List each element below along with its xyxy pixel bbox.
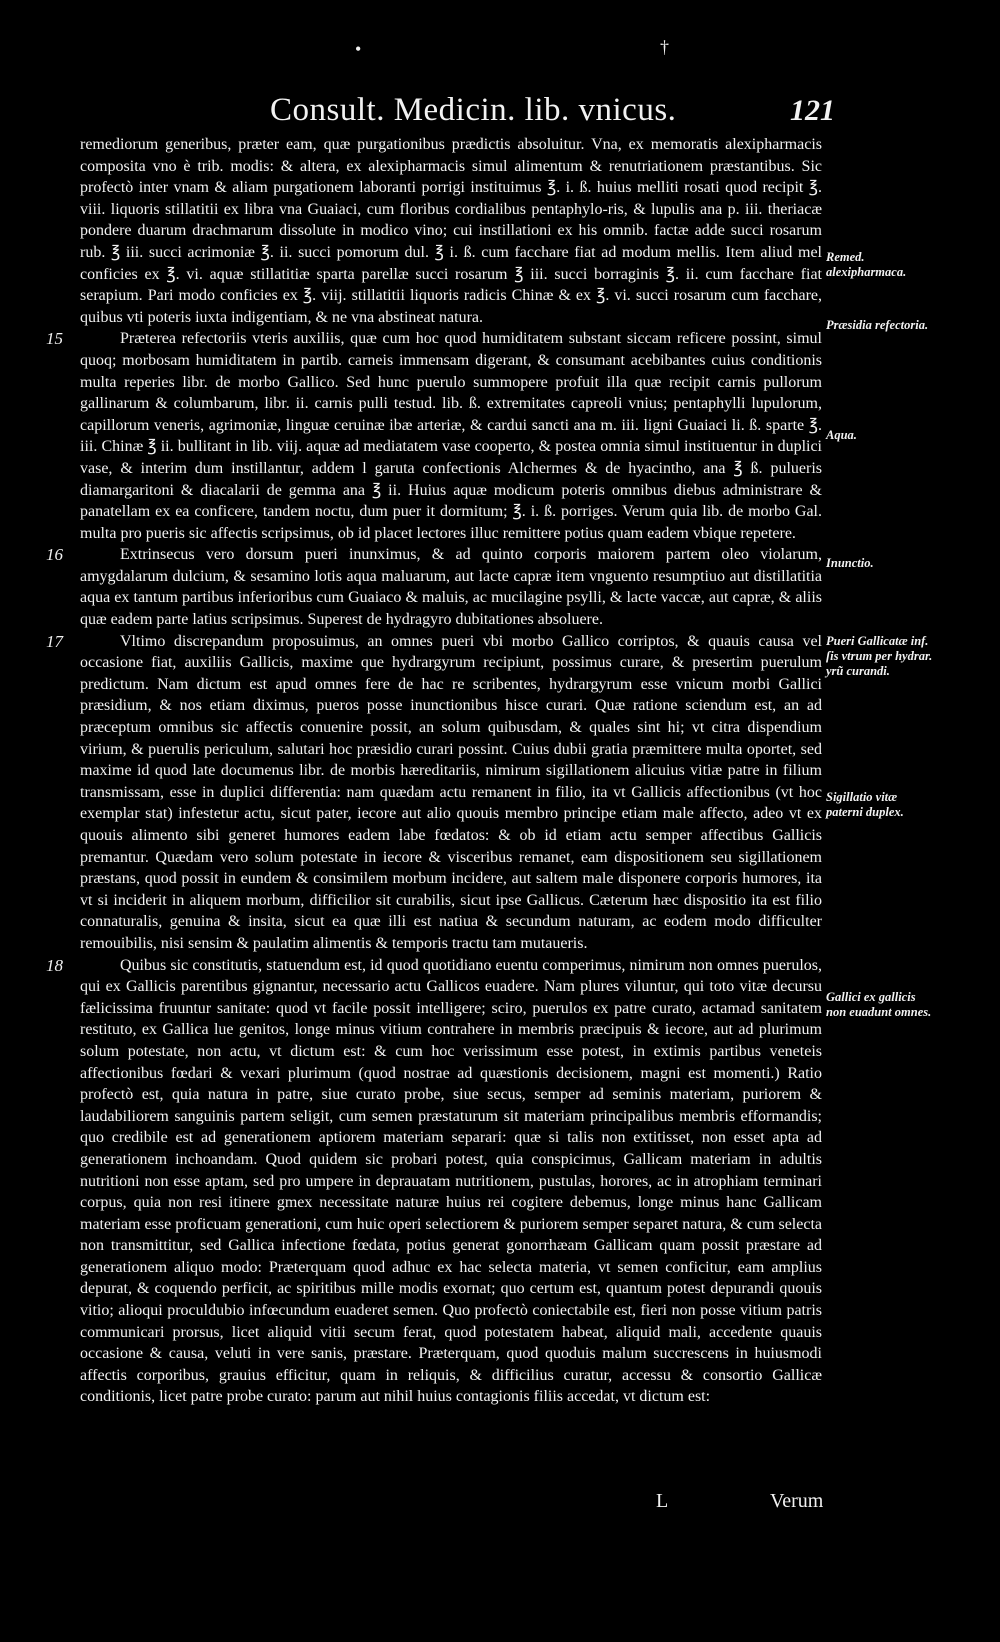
margin-note-gallici: Gallici ex gallicis non euadunt omnes. — [826, 990, 932, 1019]
paragraph-text: remediorum generibus, præter eam, quæ purgationibus prædictis absoluitur. Vna, ex memoratis alexipharmacis composita vno è trib. modis: & altera, ex alexipharmacis simul alimentum & renutriationem præstantibus. Sic profectò inter vnam & aliam purgationem laboranti porrigi instituimus ℥. i. ß. huius melliti rosati quod recipit ℥. viii. liquoris stillatitii ex libra vna Guaiaci, cum floribus cordialibus pentaphylo-ris, & lupulis ana p. iii. theriacæ pondere duarum drachmarum dissolute in modico vino; cui instillationi ex his omnib. factæ adde succi rosarum rub. ℥ iii. succi acrimoniæ ℥. ii. succi pomorum dul. ℥ i. ß. cum facchare fiat ad modum mellis. Item aliud mel conficies ex ℥. vi. aquæ stillatitiæ sparta parellæ succi rosarum ℥ iii. succi borraginis ℥. ii. cum facchare fiat serapium. Pari modo conficies ex ℥. viij. stillatitii liquoris radicis Chinæ & ex ℥. vi. succi rosarum cum facchare, quibus vti poteris iuxta indigentiam, & ne vna abstineat natura. — [80, 136, 822, 326]
paragraph-number: 17 — [46, 631, 63, 651]
paragraph-15 — [46, 328, 822, 544]
paragraph-17 — [46, 631, 822, 955]
paragraph-text: Quibus sic constitutis, statuendum est, id quod quotidiano euentu comperimus, nimirum non omnes puerulos, qui ex Gallicis parentibus gignantur, necessario actu Gallicos euadere. Nam plures viluntur, qui toto vitæ decursu fælicissima fruuntur sanitate: quod vt facile possit intelligere; sciro, puerulos ex patre curato, actamad sanitatem restituto, ex Gallica lue genitos, longe minus vitium contrahere in membris præcipuis & iecore, aut ad plurimum solum potestate, non actu, vt dictum est: & cum hoc verissimum esse potest, in extimis partibus veneteis affectionibus fœdari & vexari plurimum (quod nostrae ad quæstionis decisionem, magni est momenti.) Ratio profectò est, quia natura in patre, siue curato probe, siue secus, semper ad seminis materiam, puriorem & laudabiliorem sanguinis partem seligit, cum semen præstaturum sit materiam principalibus membris efformandis; quo credibile est ad generationem aptiorem materiam separari: quæ si talis non extitisset, non esset apta ad generationem inchoandam. Quod quidem sic probari potest, quia conspicimus, Gallicam materiam in adultis nutritioni non esse aptam, sed pro umpere in deprauatam nutritionem, pustulas, horores, ac in atrophiam terminari corpus, quia non resi itinere gmex necessitate naturæ huius rei cogitere debemus, longe minus hanc Gallicam materiam esse proficuam generationi, cum huic operi selectiorem & puriorem semper separet natura, & cum selecta non transmittitur, sed Gallica infectione fœdata, potius generat gonorrhæam Gallicam quam possit præstare ad generationem aliquo modo: Præterquam quod adhuc ex hac selecta materia, vt semen conficitur, eam amplius depurat, & coquendo perficit, ac spiritibus mille modis exornat; quo certum est, quantum potest depurandi quouis vitio; alioqui proculdubio infœcundum euaderet semen. Quo profectò coniectabile est, fieri non posse vitium patris communicari prorsus, licet aliquid vitii secum ferat, quod potestatem habeat, aliquid mali, accedente quauis occasione & causa, veluti in vere sanis, præstare. Præterquam, quod quoduis malum succrescens in huiusmodi affectis corporibus, grauius efficitur, quam in reliquis, & difficilius curatur, accessu & consortio Gallicæ conditionis, licet patre probe curato: parum aut nihil huius contagionis filiis accedat, vt dictum est: — [80, 956, 822, 1406]
page-number: 121 — [790, 94, 835, 127]
running-head-title: Consult. Medicin. lib. vnicus. — [270, 92, 677, 128]
paragraph-number: 18 — [46, 955, 63, 975]
margin-note-water: Aqua. — [826, 428, 857, 442]
margin-note-remedies: Remed. alexipharmaca. — [826, 250, 907, 279]
paragraph-16 — [46, 544, 822, 630]
paragraph-text: Præterea refectoriis vteris auxiliis, quæ cum hoc quod humiditatem substant siccam reficere possint, simul quoq; morbosam humiditatem in partib. carneis immensam digerant, & consumant acebibantes cuius conditionis multa reperies libr. de morbo Gallico. Sed hunc puerulo summopere profuit illa quæ recipit carnis pullorum gallinarum & columbarum, libr. ii. carnis pulli testud. lib. ß. extremitates capreoli vnius; pentaphylli lupulorum, capillorum veneris, agrimoniæ, linguæ ceruinæ ibæ arteriæ, & cardui sancti ana m. iii. ligni Guaiaci li. ß. sparte ℥. iii. Chinæ ℥ ii. bullitant in lib. viij. aquæ ad mediatatem vase cooperto, & postea omnia simul instituentur in duplici vase, & interim dum instillantur, addem l garuta confectionis Alchermes & de hyacintho, ana ℥ ß. pulueris diamargaritoni & diacalarii de gemma ana ℥ ii. Huius aquæ modicum poteris omnibus diebus administrare & panatellam ex ea conficere, tandem noctu, dum puer it dormitum; ℥. i. ß. porriges. Verum quia lib. de morbo Gal. multa pro pueris sic affectis scripsimus, ob id placet lectores illuc remittere potius quam eadem vbique repetere. — [80, 330, 822, 542]
paragraph-continued — [80, 134, 822, 328]
body-text — [46, 134, 822, 1408]
paragraph-text: Extrinsecus vero dorsum pueri inunximus, & ad quinto corporis maiorem partem oleo violarum, amygdalarum dulcium, & sesamino lotis aqua maluarum, aut lacte capræ item vnguento resumptiuo aut distillatitia aqua ex tantum partibus inferioribus cum Guaiaco & maluis, ac mucilagine psylli, & lacte vaccæ, aut capræ, & aliis quæ eadem parte latius scripsimus. Superest de hydragyro dubitationes absoluere. — [80, 546, 822, 629]
catchword: Verum — [770, 1490, 824, 1512]
ornament-mark-left: • — [355, 39, 362, 59]
paragraph-number: 15 — [46, 329, 63, 349]
paragraph-18 — [46, 955, 822, 1408]
margin-note-infants: Pueri Gallicatæ inf. ſis vtrum per hydrar. yrũ curandi. — [826, 634, 933, 678]
ornament-mark-right: † — [660, 37, 669, 57]
signature-mark: L — [656, 1490, 669, 1512]
margin-note-restoratives: Præsidia refectoria. — [826, 318, 929, 332]
paragraph-number: 16 — [46, 545, 63, 565]
paragraph-text: Vltimo discrepandum proposuimus, an omnes pueri vbi morbo Gallico corriptos, & quauis causa vel occasione fiat, auxiliis Gallicis, maxime que hydrargyrum recipiunt, possimus curare, & presertim puerulum predictum. Nam dictum est apud omnes fere de hac re scribentes, hydrargyrum esse vnicum morbi Gallici præsidium, & nos etiam diximus, pueros posse inunctionibus hisce curari. Quæ ratione sciendum est, an ad præceptum omnibus sic affectis conuenire possit, an solum quibusdam, & quales sint hi; vt citra dispendium virium, & puerulis periculum, salutari hoc præsidio curari possint. Cuius dubii gratia præmittere multa oportet, sed maxime id quod late documenus libr. de morbis hæreditariis, nimirum sigillationem alicuius vitiæ patre in filium transmissam, esse in duplici differentia: nam quædam actu remanent in filio, ita vt Gallicis affectionibus (vt hoc exemplar stat) infestetur actu, sicut pater, iecore aut alio quouis membro principe etiam male affecto, adeo vt ex quouis alimento sibi generet humores eadem labe fœdatos: & ob id etiam actu semper affectibus Gallicis premantur. Quædam vero solum potestate in iecore & visceribus remanet, eam dispositionem seu sigillationem præstans, quod possit in eundem & consimilem morbum incidere, aut saltem male disponere corporis humores, ita vt si inciderit in aliquem morbum, difficilior sit curabilis, sicut ipse Gallicus. Cæterum hæc dispositio ita est filio connaturalis, genuina & insita, sicut ea quæ illi est natiua & secundum naturam, ac eodem modo difficulter remouibilis, nisi sensim & paulatim alimentis & temporis tractu tam mutaueris. — [80, 632, 822, 952]
margin-note-sigillation: Sigillatio vitæ paterni duplex. — [826, 790, 904, 819]
margin-note-inunction: Inunctio. — [826, 556, 874, 570]
